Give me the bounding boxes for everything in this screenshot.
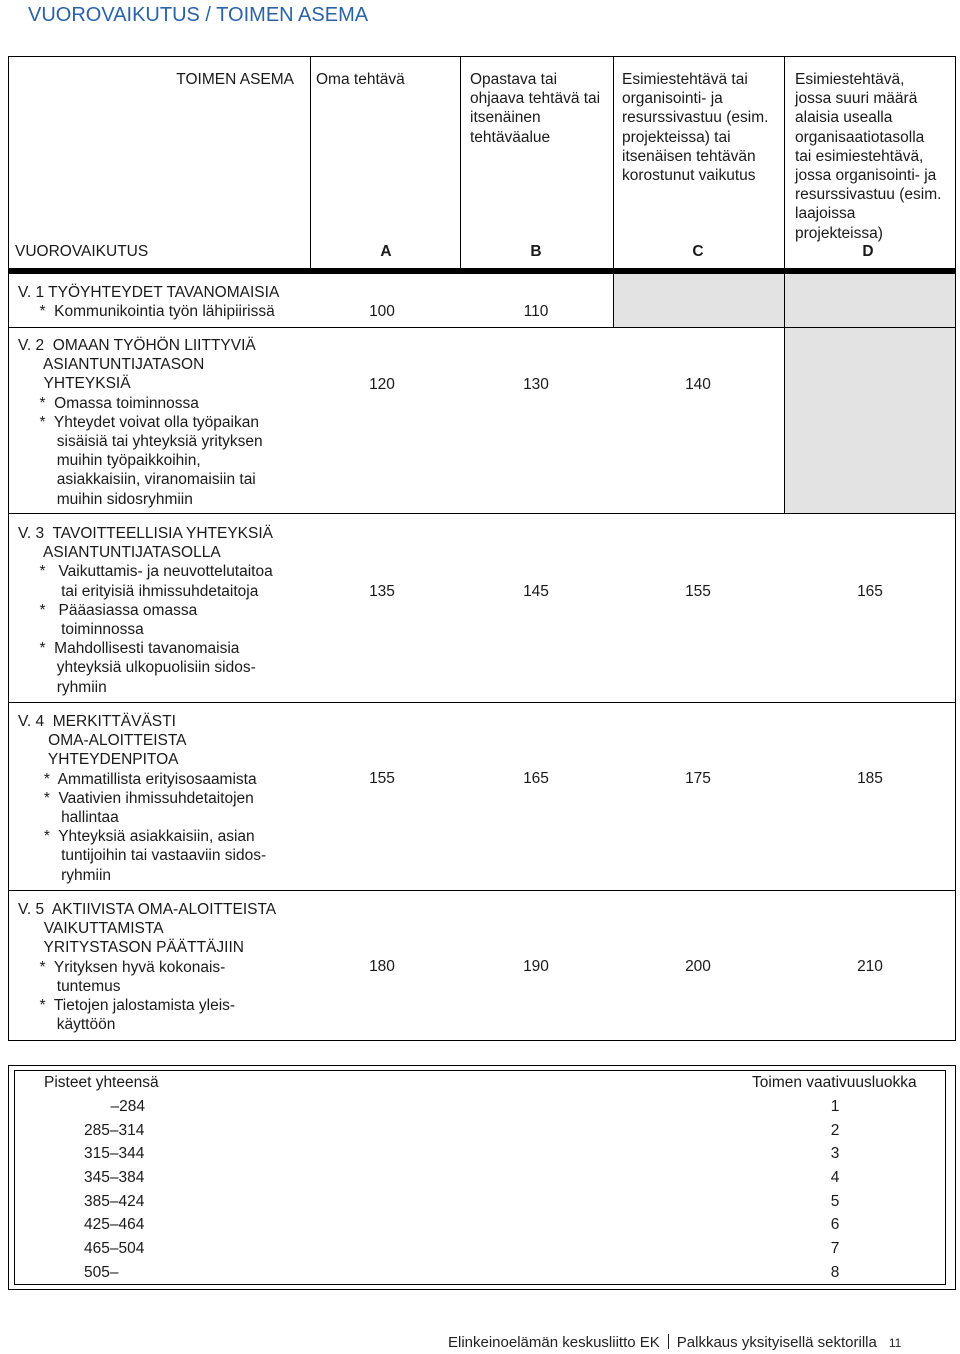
col-divider-c	[613, 56, 614, 327]
row-divider-3	[8, 702, 956, 703]
na-cell-v1-d	[785, 274, 955, 327]
toimen-asema-label: TOIMEN ASEMA	[176, 71, 294, 88]
v1-value-b: 110	[523, 303, 549, 320]
v4-value-c: 175	[685, 770, 711, 787]
col-d-description: Esimiestehtävä, jossa suuri määrä alaisia usealla organisaatiotasolla tai esimiestehtävä, jossa organisointi- ja resurssivastuu (esim. laajoissa projekteissa)	[795, 71, 942, 242]
col-divider-b	[460, 56, 461, 272]
page-title: VUOROVAIKUTUS / TOIMEN ASEMA	[28, 4, 369, 26]
points-row-7: 465–504	[84, 1240, 145, 1257]
class-row-7: 7	[830, 1240, 840, 1257]
footer-org: Elinkeinoelämän keskusliitto EK	[448, 1334, 660, 1351]
v4-value-a: 155	[369, 770, 395, 787]
v4-value-d: 185	[857, 770, 883, 787]
scoring-table-inner	[14, 1070, 946, 1285]
footer-doc: Palkkaus yksityisellä sektorilla	[676, 1334, 877, 1351]
class-row-3: 3	[830, 1145, 840, 1162]
v4-value-b: 165	[523, 770, 549, 787]
v5-value-d: 210	[857, 958, 883, 975]
col-divider-d	[784, 56, 785, 513]
class-header: Toimen vaativuusluokka	[752, 1074, 917, 1091]
class-row-4: 4	[830, 1169, 840, 1186]
col-d-letter: D	[862, 243, 874, 260]
v2-value-b: 130	[523, 376, 549, 393]
v5-value-a: 180	[369, 958, 395, 975]
v5-value-c: 200	[685, 958, 711, 975]
v2-value-c: 140	[685, 376, 711, 393]
points-row-3: 315–344	[84, 1145, 145, 1162]
points-row-4: 345–384	[84, 1169, 145, 1186]
class-row-6: 6	[830, 1216, 840, 1233]
v3-value-b: 145	[523, 583, 549, 600]
footer-separator	[668, 1334, 669, 1349]
col-divider-a	[310, 56, 311, 272]
col-c-description: Esimiestehtävä tai organisointi- ja resurssivastuu (esim. projekteissa) tai itsenäisen tehtävän korostunut vaikutus	[622, 71, 769, 185]
class-row-8: 8	[830, 1264, 840, 1281]
v3-value-a: 135	[369, 583, 395, 600]
header-divider	[8, 268, 956, 274]
points-row-5: 385–424	[84, 1193, 145, 1210]
class-row-1: 1	[830, 1098, 840, 1115]
page-footer	[448, 1334, 901, 1351]
section-v1: V. 1 TYÖYHTEYDET TAVANOMAISIA * Kommunikointia työn lähipiirissä	[18, 284, 280, 321]
row-divider-2	[8, 513, 956, 514]
section-v4: V. 4 MERKITTÄVÄSTI OMA-ALOITTEISTA YHTEYDENPITOA * Ammatillista erityisosaamista * Vaativien ihmissuhdetaitojen hallintaa * Yhteyksiä asiakkaisiin, asian tuntijoihin tai vastaaviin sidos- ryhmiin	[18, 713, 267, 884]
v1-value-a: 100	[369, 303, 395, 320]
col-c-letter: C	[692, 243, 704, 260]
points-row-1: –284	[110, 1098, 145, 1115]
v5-value-b: 190	[523, 958, 549, 975]
v2-value-a: 120	[369, 376, 395, 393]
points-row-2: 285–314	[84, 1122, 145, 1139]
section-v2: V. 2 OMAAN TYÖHÖN LIITTYVIÄ ASIANTUNTIJATASON YHTEYKSIÄ * Omassa toiminnossa * Yhteydet voivat olla työpaikan sisäisiä tai yhteyksiä yrityksen muihin työpaikkoihin, asiakkaisiin, viranomaisiin tai muihin sidosryhmiin	[18, 337, 263, 508]
class-row-5: 5	[830, 1193, 840, 1210]
row-divider-1	[8, 327, 956, 328]
points-row-6: 425–464	[84, 1216, 145, 1233]
class-row-2: 2	[830, 1122, 840, 1139]
points-row-8: 505–	[84, 1264, 119, 1281]
na-cell-v2-d	[785, 327, 955, 513]
na-cell-v1-c	[614, 274, 784, 327]
col-b-letter: B	[530, 243, 542, 260]
row-divider-4	[8, 890, 956, 891]
col-a-description: Oma tehtävä	[316, 71, 405, 88]
v3-value-d: 165	[857, 583, 883, 600]
section-v3: V. 3 TAVOITTEELLISIA YHTEYKSIÄ ASIANTUNTIJATASOLLA * Vaikuttamis- ja neuvottelutaitoa tai erityisiä ihmissuhdetaitoja * Pääasiassa omassa toiminnossa * Mahdollisesti tavanomaisia yhteyksiä ulkopuolisiin sidos- ryhmiin	[18, 525, 274, 696]
v3-value-c: 155	[685, 583, 711, 600]
section-v5: V. 5 AKTIIVISTA OMA-ALOITTEISTA VAIKUTTAMISTA YRITYSTASON PÄÄTTÄJIIN * Yrityksen hyvä kokonais- tuntemus * Tietojen jalostamista yleis- käyttöön	[18, 901, 277, 1034]
vuorovaikutus-label: VUOROVAIKUTUS	[15, 243, 149, 260]
col-b-description: Opastava tai ohjaava tehtävä tai itsenäinen tehtäväalue	[470, 71, 601, 146]
points-header: Pisteet yhteensä	[44, 1074, 159, 1091]
col-a-letter: A	[380, 243, 392, 260]
page-number: 11	[888, 1336, 902, 1350]
